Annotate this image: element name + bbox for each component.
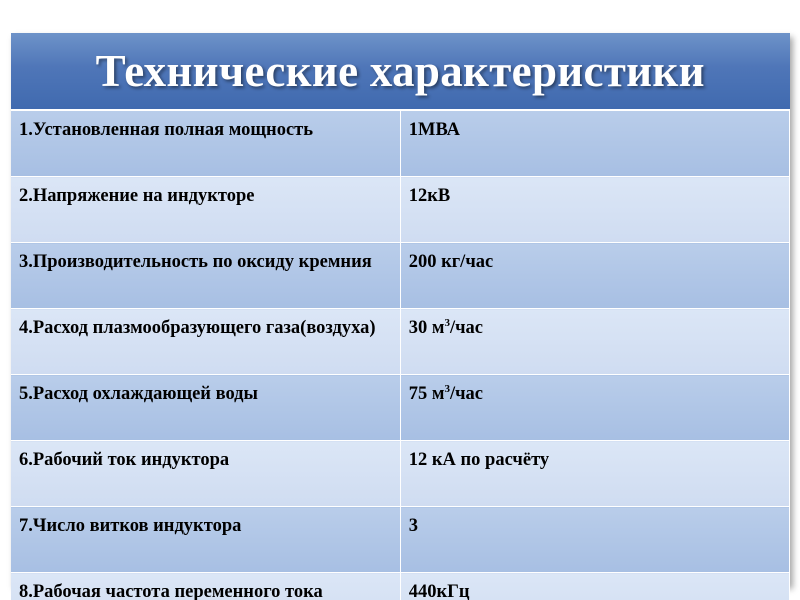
table-row <box>11 573 790 600</box>
param-cell: 1.Установленная полная мощность <box>11 110 400 177</box>
value-cell <box>400 441 789 507</box>
param-cell: 3.Производительность по оксиду кремния <box>11 243 400 309</box>
param-cell: 7.Число витков индуктора <box>11 507 400 573</box>
table-row <box>11 110 790 177</box>
param-cell: 4.Расход плазмообразующего газа(воздуха) <box>11 309 400 375</box>
value-superscript: 3 <box>444 382 450 395</box>
value-cell <box>400 573 789 600</box>
table-row <box>11 243 790 309</box>
value-text: 12 кА по расчёту <box>408 450 550 470</box>
value-cell <box>400 177 789 243</box>
value-text: 200 кг/час <box>408 252 494 272</box>
value-cell <box>400 375 789 441</box>
value-cell <box>400 110 789 177</box>
value-text: 12кВ <box>408 186 451 206</box>
specs-table <box>11 33 790 600</box>
table-title: Технические характеристики <box>11 33 790 110</box>
param-cell: 8.Рабочая частота переменного тока <box>11 573 400 600</box>
table-row <box>11 375 790 441</box>
value-text: 30 м <box>408 318 445 338</box>
value-text: 440кГц <box>408 582 470 600</box>
specs-table-container <box>11 33 790 600</box>
param-cell: 5.Расход охлаждающей воды <box>11 375 400 441</box>
value-text: 3 <box>408 516 418 536</box>
value-text: 1МВА <box>408 120 460 140</box>
value-cell <box>400 507 789 573</box>
table-header-row <box>11 33 790 110</box>
param-cell: 6.Рабочий ток индуктора <box>11 441 400 507</box>
table-row <box>11 309 790 375</box>
value-cell <box>400 243 789 309</box>
value-text: 75 м <box>408 384 445 404</box>
value-cell <box>400 309 789 375</box>
value-superscript: 3 <box>444 316 450 329</box>
value-suffix: /час <box>449 384 484 404</box>
table-row <box>11 507 790 573</box>
param-cell: 2.Напряжение на индукторе <box>11 177 400 243</box>
table-row <box>11 441 790 507</box>
value-suffix: /час <box>449 318 484 338</box>
table-row <box>11 177 790 243</box>
